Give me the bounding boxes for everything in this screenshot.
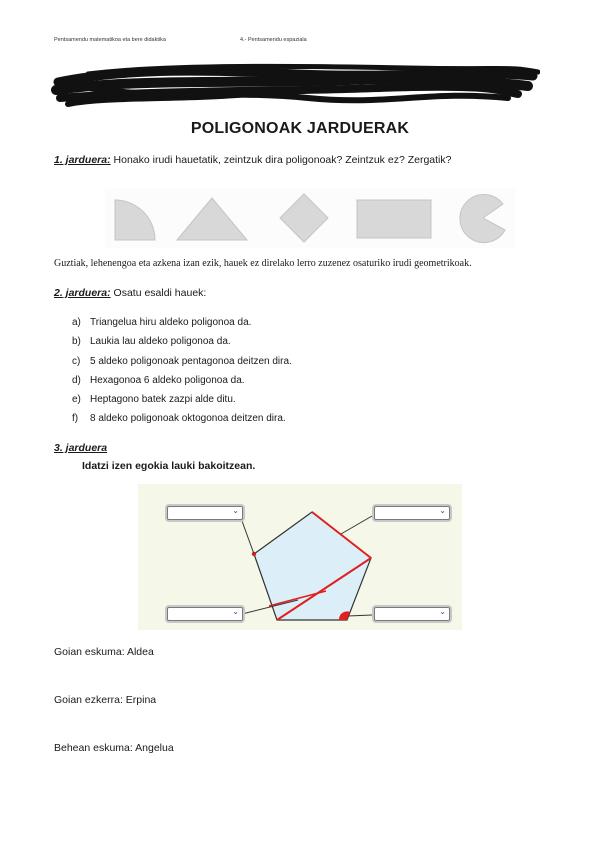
chevron-down-icon: ⌄ <box>232 607 239 616</box>
list-item: e) Heptagono batek zazpi alde ditu. <box>72 394 236 406</box>
chevron-down-icon: ⌄ <box>439 506 446 515</box>
dropdown-top-left[interactable] <box>167 506 243 520</box>
chevron-down-icon: ⌄ <box>439 607 446 616</box>
activity3-line <box>54 442 107 454</box>
header-right: 4.- Pentsamendu espaziala <box>240 37 307 43</box>
list-item: b) Laukia lau aldeko poligonoa da. <box>72 336 231 348</box>
dropdown-bottom-right[interactable] <box>374 607 450 621</box>
activity1-question: Honako irudi hauetatik, zeintzuk dira poligonoak? Zeintzuk ez? Zergatik? <box>110 154 452 166</box>
list-item: d) Hexagonoa 6 aldeko poligonoa da. <box>72 374 245 386</box>
list-item: f) 8 aldeko poligonoak oktogonoa deitzen dira. <box>72 413 286 425</box>
answer-bottom-right: Behean eskuma: Angelua <box>54 742 174 754</box>
activity3-instruction: Idatzi izen egokia lauki bakoitzean. <box>82 460 256 472</box>
list-item: c) 5 aldeko poligonoak pentagonoa deitzen dira. <box>72 355 292 367</box>
activity1-label: 1. jarduera: <box>54 154 111 166</box>
answer-top-right: Goian eskuma: Aldea <box>54 646 154 658</box>
dropdown-top-right[interactable] <box>374 506 450 520</box>
activity1-answer: Guztiak, lehenengoa eta azkena izan ezik, hauek ez direlako lerro zuzenez osaturiko irudi geometrikoak. <box>54 258 472 269</box>
activity2-instruction: Osatu esaldi hauek: <box>110 287 207 299</box>
chevron-down-icon: ⌄ <box>232 506 239 515</box>
answer-top-left: Goian ezkerra: Erpina <box>54 694 157 706</box>
page-title: POLIGONOAK JARDUERAK <box>190 120 410 137</box>
activity2-line <box>54 287 206 299</box>
activity3-label: 3. jarduera <box>54 442 108 454</box>
dropdown-bottom-left[interactable] <box>167 607 243 621</box>
activity1-line <box>54 154 451 166</box>
activity2-list <box>72 317 292 433</box>
shapes-figure <box>105 188 515 248</box>
activity2-label: 2. jarduera: <box>54 287 111 299</box>
pentagon-figure <box>138 484 462 630</box>
rectangle-shape <box>357 200 431 238</box>
header-left: Pentsamendu matematikoa eta bere didaktika <box>54 37 166 43</box>
redacted-scribble <box>48 60 540 112</box>
list-item: a) Triangelua hiru aldeko poligonoa da. <box>72 317 252 328</box>
